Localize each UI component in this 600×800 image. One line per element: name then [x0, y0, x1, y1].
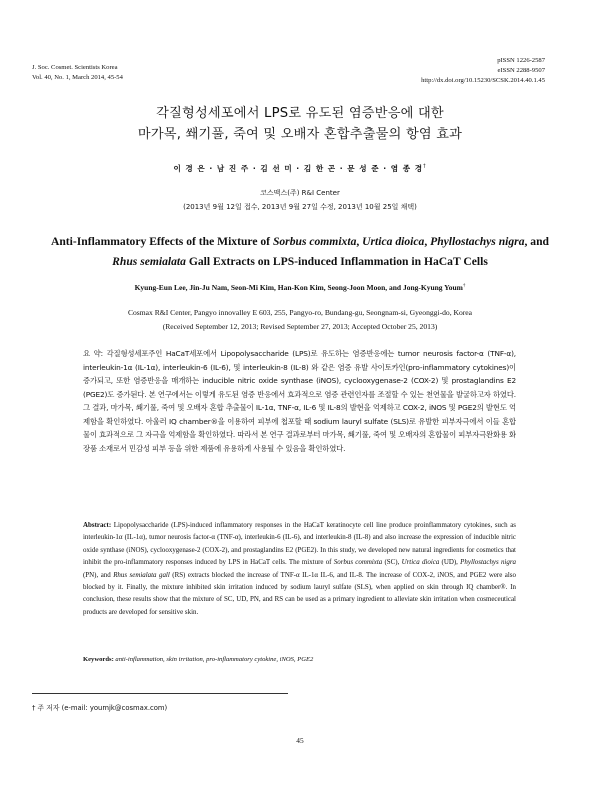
eissn: eISSN 2288-9507	[497, 67, 545, 75]
abstract-korean-text: 각질형성세포주인 HaCaT세포에서 Lipopolysaccharide (LPS)로 유도하는 염증반응에는 tumor neurosis factor-α (TNF-α), interleukin-1α (IL-1α), interleukin-6 (IL-6), 및 interleukin-8 (IL-8) 와 같은 염증 유발 사이토카인(pro-inflammatory cytokines)이 증가되고, 또한 염증반응을 매개하는 inducible nitric oxide synthase (iNOS), cyclooxygenase-2 (COX-2) 및 prostaglandins E2 (PGE2)도 증가된다. 본 연구에서는 이렇게 유도된 염증 반응에서 효과적으로 염증 관련인자를 조절할 수 있는 천연물을 발굴하고자 하였다. 그 결과, 마가목, 쐐기풀, 죽여 및 오배자 혼합 추출물이 IL-1α, TNF-α, IL-6 및 IL-8의 발현을 억제하고 COX-2, iNOS 및 PGE2의 발현도 억제함을 확인하였다. 아울러 IQ chamber®을 이용하여 피부에 첩포할 때 sodium lauryl sulfate (SLS)로 유발한 피부자극에서 이들 혼합물이 효과적으로 그 자극을 억제함을 확인하였다. 따라서 본 연구 결과로부터 마가목, 쐐기풀, 죽여 및 오배자의 혼합물이 피부자극완화용 화장품 소재로서 민감성 피부 등을 위한 제품에 유용하게 사용될 수 있음을 확인하였다.	[83, 349, 516, 453]
authors-korean-names: 이 경 은 · 남 진 주 · 김 선 미 · 김 한 곤 · 문 성 준 · 염 종 경	[173, 164, 424, 173]
abstract-species: Sorbus commixta	[333, 558, 383, 567]
title-english	[40, 232, 560, 272]
abstract-korean	[83, 347, 516, 455]
title-species: Phyllostachys nigra	[430, 235, 525, 248]
affiliation-korean	[0, 187, 600, 214]
title-species: Urtica dioica	[362, 235, 425, 248]
abstract-english-text: (SC),	[382, 558, 402, 567]
corresponding-mark: †	[462, 283, 466, 289]
keywords-list: anti-inflammation, skin irritation, pro-inflammatory cytokine, iNOS, PGE2	[113, 656, 314, 663]
keywords-label: Keywords:	[83, 656, 114, 663]
issn-info	[421, 56, 545, 87]
authors-english	[0, 283, 600, 292]
affiliation-english-org: Cosmax R&I Center, Pangyo innovalley E 603, 255, Pangyo-ro, Bundang-gu, Seongnam-si, Gyeonggi-do, Korea	[127, 308, 473, 317]
page-number: 45	[296, 736, 304, 745]
abstract-species: Rhus semialata gall	[113, 570, 170, 579]
title-korean	[0, 103, 600, 145]
journal-name: J. Soc. Cosmet. Scientists Korea	[32, 64, 118, 71]
title-korean-line1: 각질형성세포에서 LPS로 유도된 염증반응에 대한	[156, 106, 444, 121]
footnote-divider	[32, 693, 288, 694]
title-english-part: , and	[524, 235, 549, 248]
affiliation-korean-dates: (2013년 9월 12일 접수, 2013년 9월 27일 수정, 2013년 10월 25일 채택)	[183, 202, 417, 211]
abstract-korean-label: 요 약:	[83, 349, 103, 358]
abstract-species: Urtica dioica	[401, 558, 440, 567]
abstract-english-text: (UD),	[439, 558, 461, 567]
affiliation-korean-org: 코스맥스(주) R&I Center	[260, 189, 340, 197]
authors-english-names: Kyung-Eun Lee, Jin-Ju Nam, Seon-Mi Kim, Han-Kon Kim, Seong-Joon Moon, and Jong-Kyung Youm	[134, 283, 463, 292]
journal-info	[32, 63, 123, 83]
authors-korean	[0, 163, 600, 174]
abstract-english	[83, 519, 516, 618]
abstract-english-label: Abstract:	[83, 521, 112, 529]
title-english-part: ,	[356, 235, 363, 248]
title-english-part: ,	[424, 235, 431, 248]
footnote: † 주 저자 (e-mail: youmjk@cosmax.com)	[32, 704, 168, 712]
journal-volume: Vol. 40, No. 1, March 2014, 45-54	[32, 74, 123, 81]
keywords	[83, 656, 516, 663]
affiliation-english	[0, 306, 600, 334]
pissn: pISSN 1226-2587	[497, 57, 545, 64]
abstract-species: Phyllostachys nigra	[460, 558, 516, 567]
title-english-part: Gall Extracts on LPS-induced Inflammation in HaCaT Cells	[185, 255, 488, 268]
title-korean-line2: 마가목, 쐐기풀, 죽여 및 오배자 혼합추출물의 항염 효과	[137, 127, 463, 142]
abstract-english-text: Lipopolysaccharide (LPS)-induced inflammatory responses in the HaCaT keratinocyte cell line produce proinflammatory cytokines, such as interleukin-1α (IL-1α), tumor neurosis factor-α (TNF-α), interleukin-6 (IL-6), and interleukin-8 (IL-8) and also increase the expression of inducible nitric oxide synthase (iNOS), cyclooxygenase-2 (COX-2), and prostaglandins E2 (PGE2). In this study, we developed new natural ingredients for cosmetics that inhibit the pro-inflammatory responses induced by LPS in HaCaT cells. The mixture of	[83, 521, 516, 567]
title-species: Sorbus commixta	[272, 235, 357, 248]
corresponding-mark: †	[423, 163, 427, 170]
title-english-part: Anti-Inflammatory Effects of the Mixture of	[50, 235, 273, 248]
affiliation-english-dates: (Received September 12, 2013; Revised September 27, 2013; Accepted October 25, 2013)	[162, 322, 438, 331]
doi-link[interactable]: http://dx.doi.org/10.15230/SCSK.2014.40.1.45	[421, 77, 545, 85]
abstract-english-text: (RS) extracts blocked the increase of TNF-α IL-1α IL-6, and IL-8. The increase of COX-2, iNOS, and PGE2 were also blocked by it. Finally, the mixture inhibited skin irritation induced by sodium lauryl sulfate (SLS), when applied on skin through IQ chamber®. In conclusion, these results show that the mixture of SC, UD, PN, and RS can be used as a primary ingredient to alleviate skin irritation when cosmeceutical products are developed for sensitive skin.	[83, 570, 516, 616]
abstract-english-text: (PN), and	[83, 570, 114, 579]
title-species: Rhus semialata	[112, 255, 186, 268]
